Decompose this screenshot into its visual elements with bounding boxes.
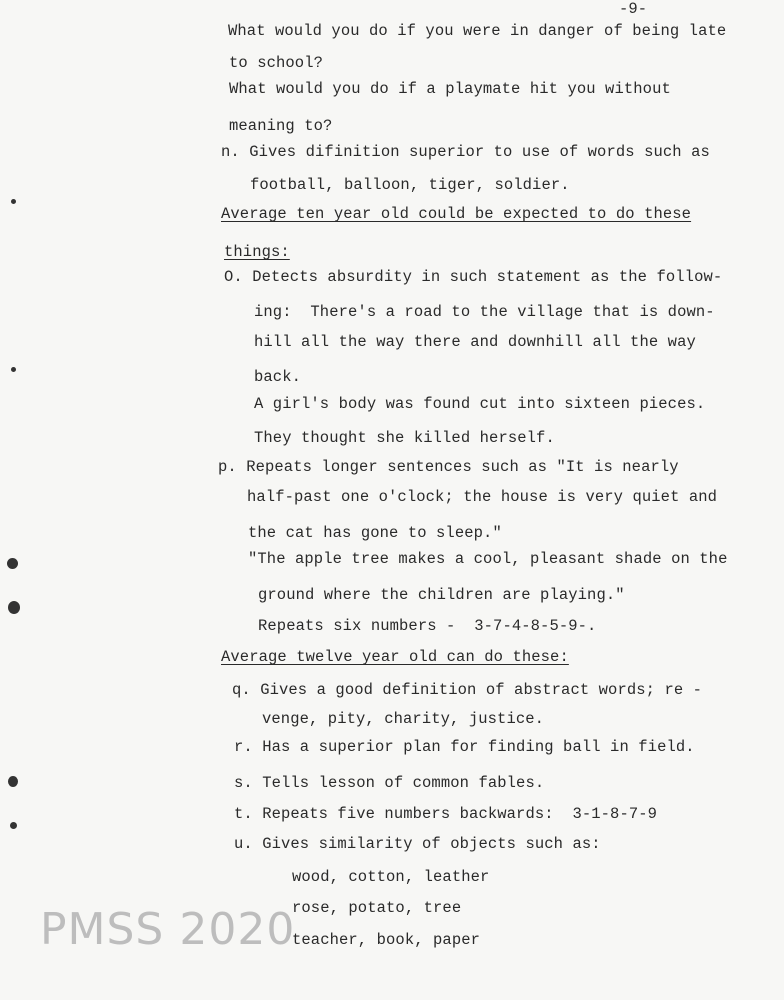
text-line: They thought she killed herself. — [254, 429, 555, 447]
text-line: What would you do if a playmate hit you without — [229, 80, 671, 98]
text-line: back. — [254, 368, 302, 386]
text-line: teacher, book, paper — [292, 931, 481, 949]
list-item-r: r. Has a superior plan for finding ball in field. — [234, 738, 695, 756]
text-line: venge, pity, charity, justice. — [262, 710, 545, 728]
punch-hole — [7, 558, 18, 569]
page-number: -9- — [619, 0, 648, 18]
text-line: Repeats six numbers - 3-7-4-8-5-9-. — [258, 617, 597, 635]
list-item-o: O. Detects absurdity in such statement as the follow- — [224, 268, 723, 286]
punch-hole — [8, 601, 20, 614]
punch-hole — [11, 367, 16, 372]
section-heading: things: — [224, 243, 290, 261]
section-heading: Average twelve year old can do these: — [221, 648, 569, 666]
text-line: meaning to? — [229, 117, 333, 135]
text-line: rose, potato, tree — [292, 899, 462, 917]
punch-hole — [10, 822, 17, 829]
text-line: hill all the way there and downhill all the way — [254, 333, 696, 351]
text-line: the cat has gone to sleep." — [248, 524, 502, 542]
text-line: wood, cotton, leather — [292, 868, 490, 886]
text-line: ground where the children are playing." — [258, 586, 625, 604]
list-item-p: p. Repeats longer sentences such as "It is nearly — [218, 458, 679, 476]
text-line: ing: There's a road to the village that is down- — [254, 303, 715, 321]
list-item-q: q. Gives a good definition of abstract words; re - — [232, 681, 703, 699]
list-item-s: s. Tells lesson of common fables. — [234, 774, 545, 792]
punch-hole — [8, 776, 18, 787]
list-item-n: n. Gives difinition superior to use of words such as — [221, 143, 710, 161]
text-line: What would you do if you were in danger of being late — [228, 22, 727, 40]
list-item-t: t. Repeats five numbers backwards: 3-1-8-7-9 — [234, 805, 658, 823]
section-heading: Average ten year old could be expected to do these — [221, 205, 692, 223]
text-line: "The apple tree makes a cool, pleasant shade on the — [248, 550, 728, 568]
punch-hole — [11, 199, 16, 204]
text-line: half-past one o'clock; the house is very quiet and — [247, 488, 718, 506]
text-line: football, balloon, tiger, soldier. — [250, 176, 570, 194]
text-line: to school? — [229, 54, 324, 72]
text-line: A girl's body was found cut into sixteen pieces. — [254, 395, 706, 413]
watermark: PMSS 2020 — [40, 904, 296, 955]
list-item-u: u. Gives similarity of objects such as: — [234, 835, 601, 853]
